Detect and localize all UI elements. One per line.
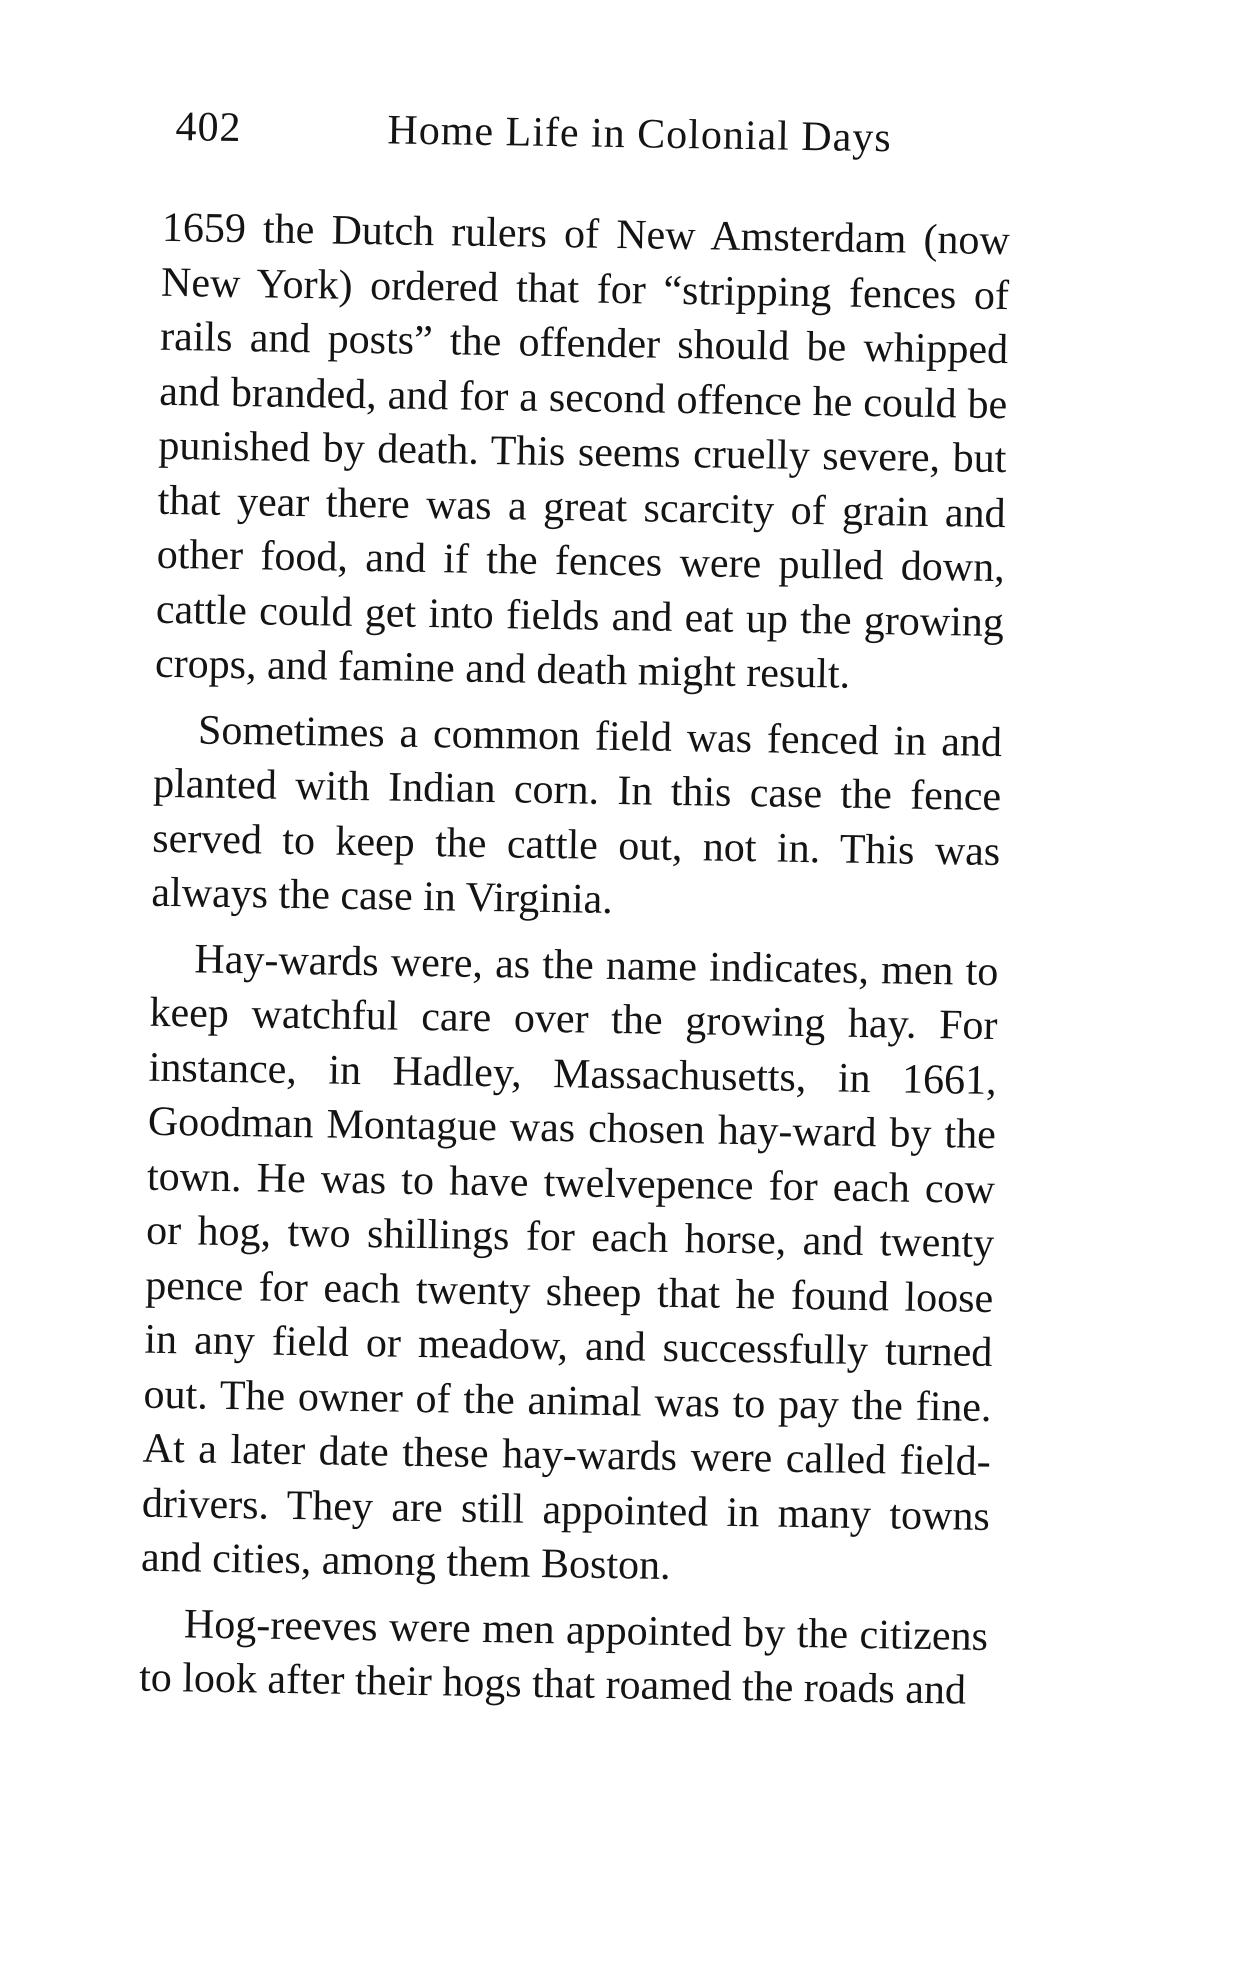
paragraph-common-field: Sometimes a common field was fenced in and planted with Indian corn. In this case the fence served to keep the cattle out, not in. This was always the case in Virginia.: [151, 706, 1003, 923]
paragraph-hog-reeves: Hog-reeves were men appointed by the citizens to look after their hogs that roamed the roads and: [138, 1600, 989, 1714]
paragraph-hay-wards: Hay-wards were, as the name indicates, men to keep watchful care over the growing hay. For instance, in Hadley, Massachusetts, in 1661, Goodman Montague was chosen hay-ward by the town. He was to have twelvepence for each cow or hog, two shillings for each horse, and twenty pence for each twenty sheep that he found loose in any field or meadow, and successfully turned out. The owner of the animal was to pay the fine. At a later date these hay-wards were called field-drivers. They are still appointed in many towns and cities, among them Boston.: [140, 935, 999, 1589]
page-header: [175, 97, 1016, 170]
paragraph-continued: 1659 the Dutch rulers of New Amsterdam (now New York) ordered that for “stripping fences of rails and posts” the offender should be whipped and branded, and for a second offence he could be punished by death. This seems cruelly severe, but that year there was a great scarcity of grain and other food, and if the fences were pulled down, cattle could get into fields and eat up the growing crops, and famine and death might result.: [154, 204, 1011, 698]
page-number: 402: [175, 104, 242, 152]
running-title: Home Life in Colonial Days: [387, 107, 893, 162]
body-text: [139, 201, 1011, 1719]
